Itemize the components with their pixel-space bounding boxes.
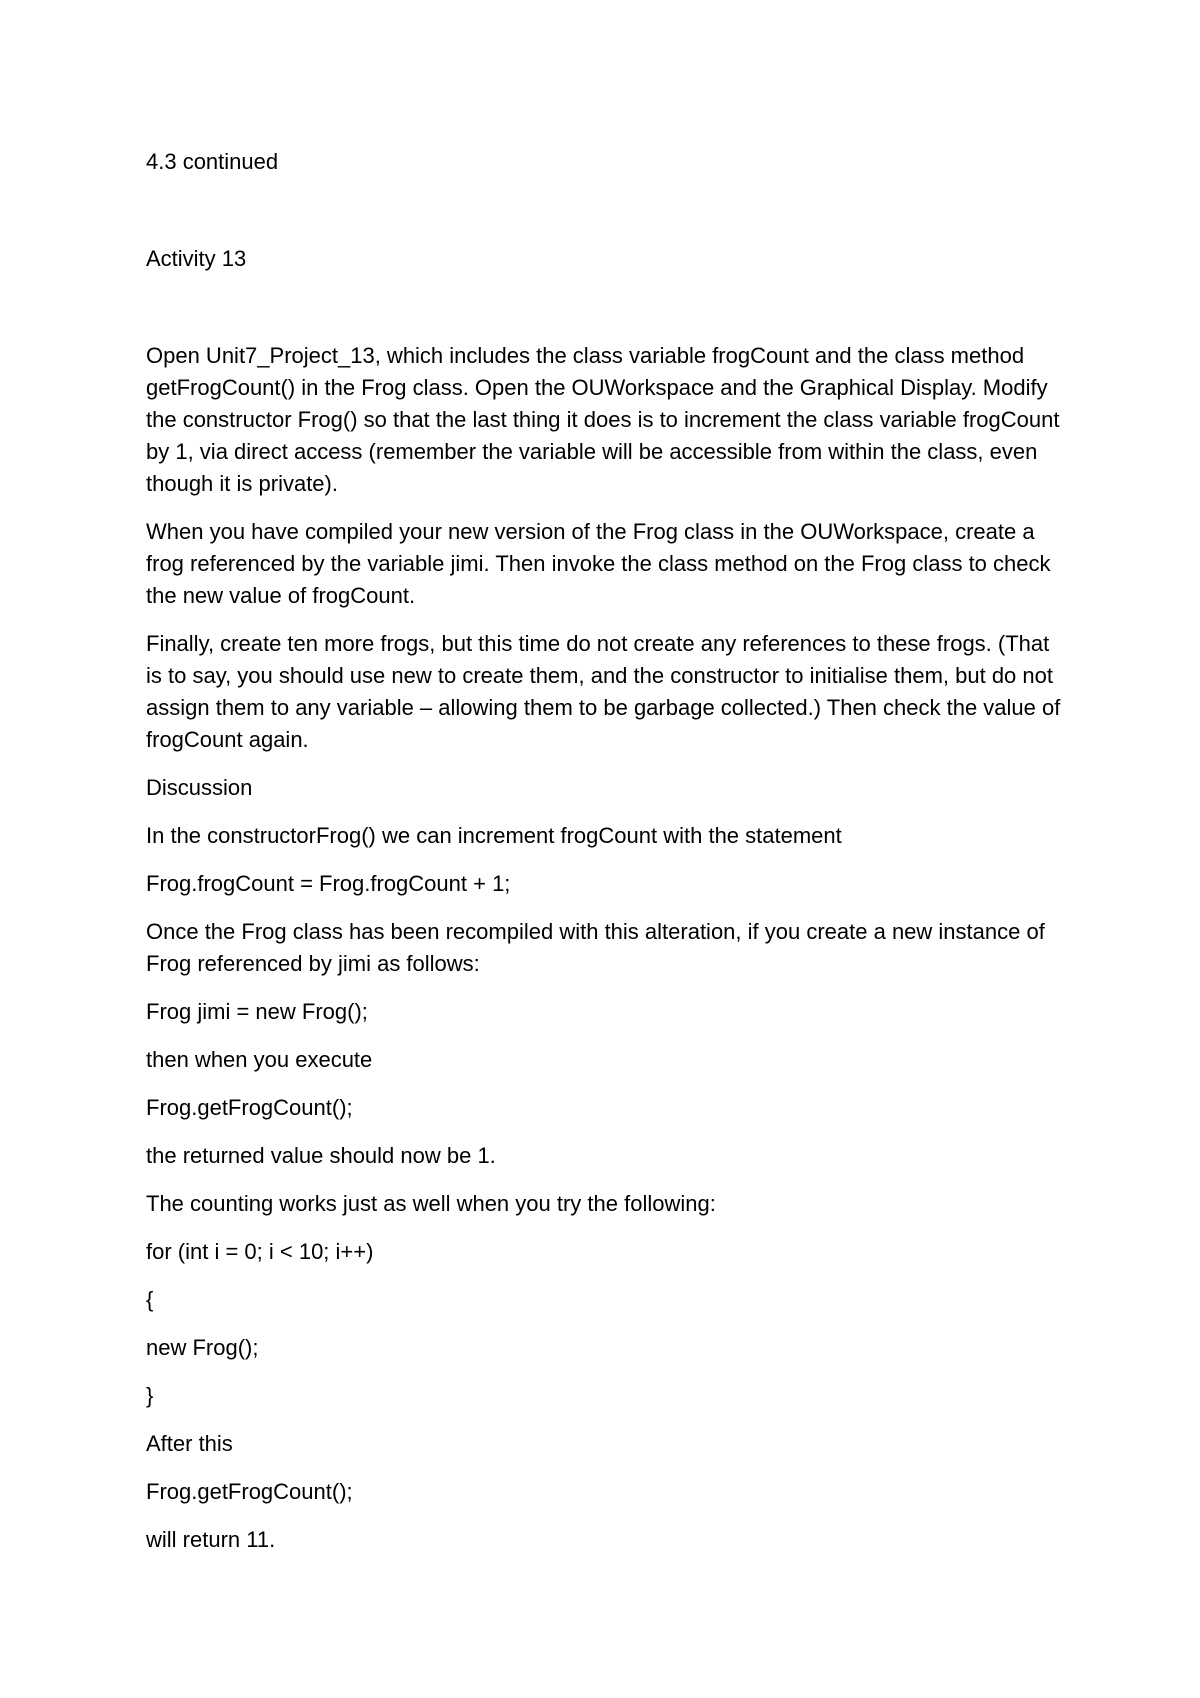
discussion-text: the returned value should now be 1. — [146, 1143, 496, 1168]
activity-instructions-paragraph: Open Unit7_Project_13, which includes the class variable frogCount and the class method getFrogCount() in the Frog class. Open the OUWorkspace and the Graphical Display. Modify the constructor Frog() so that the last thing it does is to increment the class variable frogCount by 1, via direct access (remember the variable will be accessible from within the class, even though it is private). — [146, 343, 1060, 496]
discussion-text: The counting works just as well when you try the following: — [146, 1191, 716, 1216]
discussion-text: then when you execute — [146, 1047, 373, 1072]
activity-instructions-paragraph: Finally, create ten more frogs, but this time do not create any references to these frogs. (That is to say, you should use new to create them, and the constructor to initialise them, but do not assign them to any variable – allowing them to be garbage collected.) Then check the value of frogCount again. — [146, 631, 1061, 752]
code-line: new Frog(); — [146, 1335, 259, 1360]
code-line: Frog.getFrogCount(); — [146, 1095, 353, 1120]
discussion-text: In the constructorFrog() we can increment frogCount with the statement — [146, 823, 842, 848]
activity-instructions-paragraph: When you have compiled your new version of the Frog class in the OUWorkspace, create a frog referenced by the variable jimi. Then invoke the class method on the Frog class to check the new value of frogCount. — [146, 519, 1051, 608]
discussion-text: will return 11. — [146, 1527, 276, 1552]
discussion-text: After this — [146, 1431, 233, 1456]
code-line: for (int i = 0; i < 10; i++) — [146, 1239, 374, 1264]
code-line: Frog jimi = new Frog(); — [146, 999, 368, 1024]
section-heading: 4.3 continued — [146, 149, 279, 174]
discussion-heading: Discussion — [146, 775, 253, 800]
activity-heading: Activity 13 — [146, 246, 247, 271]
code-line: { — [146, 1287, 154, 1312]
code-line: } — [146, 1383, 154, 1408]
document-body — [146, 146, 1066, 1572]
discussion-text: Once the Frog class has been recompiled with this alteration, if you create a new instance of Frog referenced by jimi as follows: — [146, 919, 1045, 976]
code-line: Frog.getFrogCount(); — [146, 1479, 353, 1504]
code-line: Frog.frogCount = Frog.frogCount + 1; — [146, 871, 511, 896]
